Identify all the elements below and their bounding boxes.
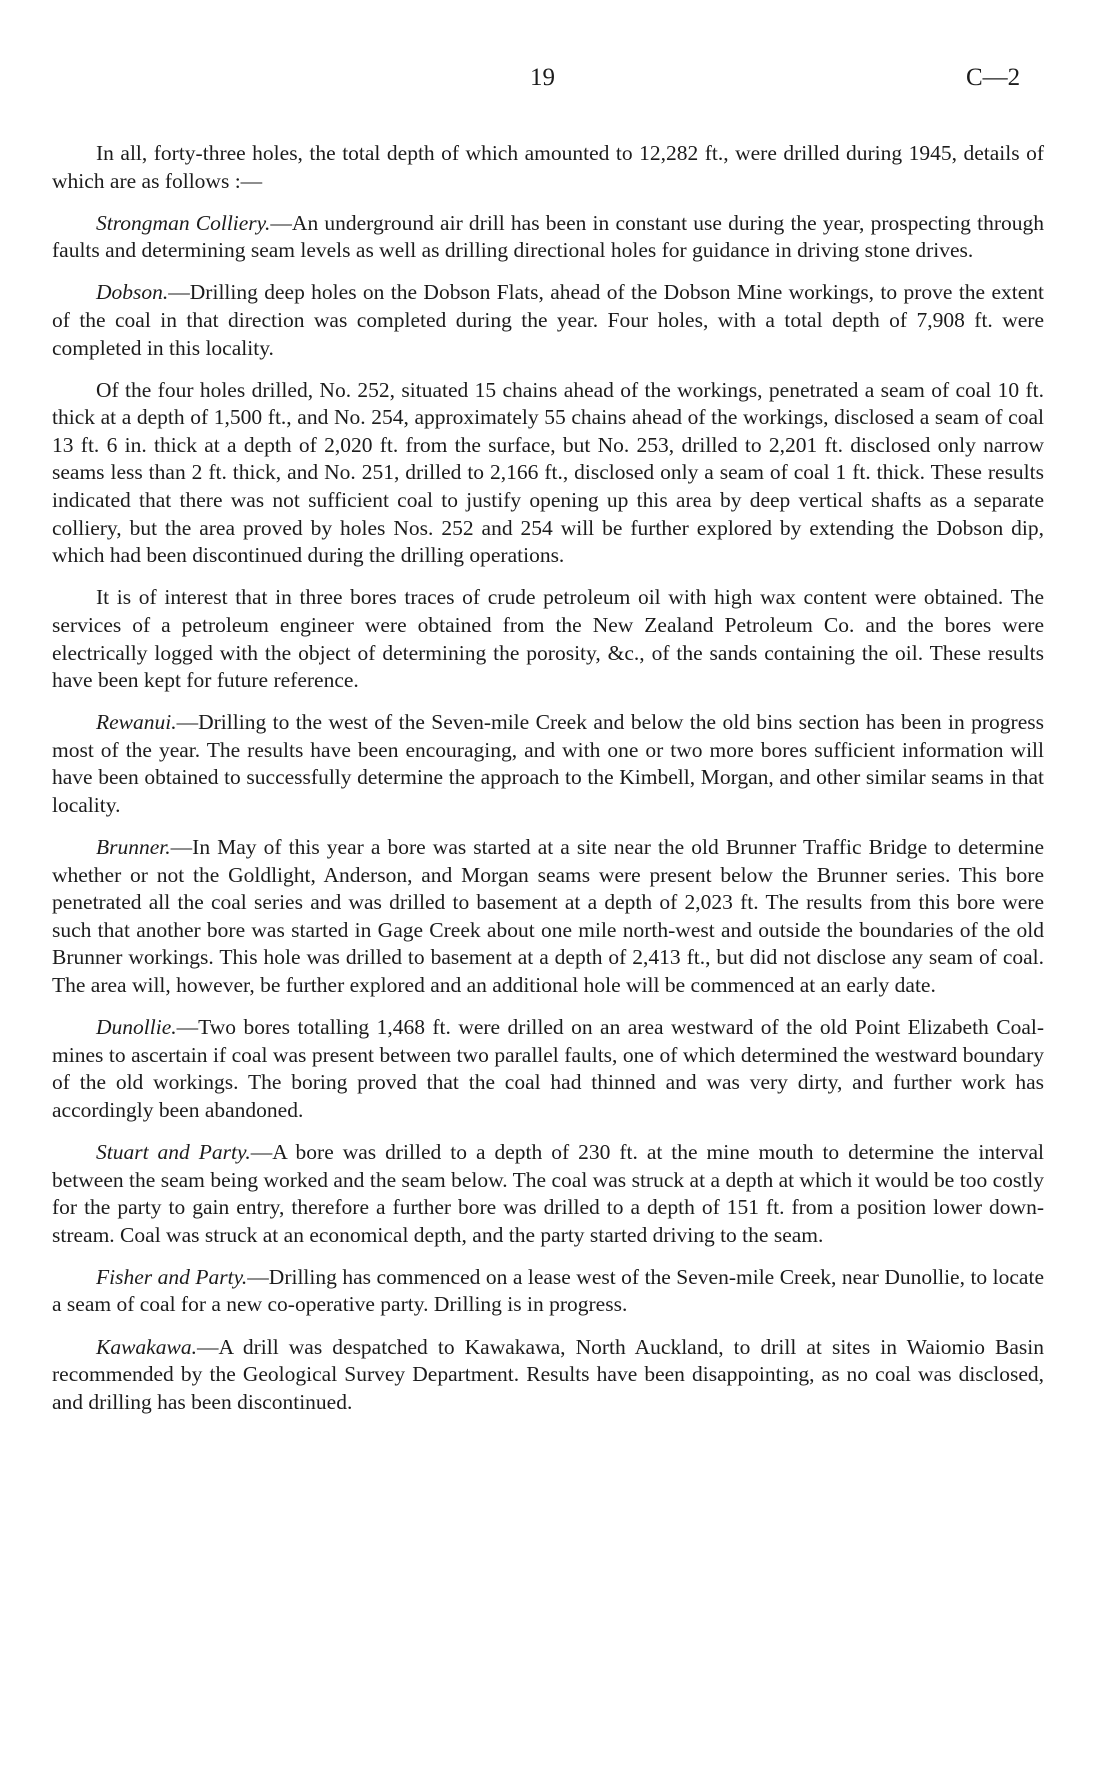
section-heading-dunollie: Dunollie. (96, 1015, 177, 1040)
paragraph-stuart-and-party (52, 1139, 1044, 1249)
paragraph-brunner (52, 834, 1044, 1000)
paragraph-text: Of the four holes drilled, No. 252, situated 15 chains ahead of the workings, penetrated a seam of coal 10 ft. thick at a depth of 1,500 ft., and No. 254, approximately 55 chains ahead of the workings, disclosed a seam of coal 13 ft. 6 in. thick at a depth of 2,020 ft. from the surface, but No. 253, drilled to 2,201 ft. disclosed only narrow seams less than 2 ft. thick, and No. 251, drilled to 2,166 ft., disclosed only a seam of coal 1 ft. thick. These results indicated that there was not sufficient coal to justify opening up this area by deep vertical shafts as a separate colliery, but the area proved by holes Nos. 252 and 254 will be further explored by extending the Dobson dip, which had been discontinued during the drilling operations. (52, 377, 1044, 568)
paragraph-strongman-colliery (52, 210, 1044, 265)
paragraph-text: It is of interest that in three bores traces of crude petroleum oil with high wax content were obtained. The services of a petroleum engineer were obtained from the New Zealand Petroleum Co. and the bores were electrically logged with the object of determining the porosity, &c., of the sands containing the oil. These results have been kept for future reference. (52, 585, 1044, 693)
paragraph-text: —A bore was drilled to a depth of 230 ft. at the mine mouth to determine the interval between the seam being worked and the seam below. The coal was struck at a depth at which it would be too costly for the party to gain entry, therefore a further bore was drilled to a depth of 151 ft. from a position lower down-stream. Coal was struck at an economical depth, and the party started driving to the seam. (52, 1140, 1044, 1247)
paragraph-text: —An underground air drill has been in constant use during the year, prospecting through faults and determining seam levels as well as drilling directional holes for guidance in driving stone drives. (52, 210, 1044, 263)
paragraph-text: —Drilling has commenced on a lease west of the Seven-mile Creek, near Dunollie, to locate a seam of coal for a new co-operative party. Drilling is in progress. (52, 1264, 1044, 1317)
paragraph-text: —In May of this year a bore was started at a site near the old Brunner Traffic Bridge to determine whether or not the Goldlight, Anderson, and Morgan seams were present below the Brunner series. This bore penetrated all the coal series and was drilled to basement at a depth of 2,023 ft. The results from this bore were such that another bore was started in Gage Creek about one mile north-west and outside the boundaries of the old Brunner workings. This hole was drilled to basement at a depth of 2,413 ft., but did not disclose any seam of coal. The area will, however, be further explored and an additional hole will be commenced at an early date. (52, 835, 1044, 998)
paragraph-text: In all, forty-three holes, the total depth of which amounted to 12,282 ft., were drilled during 1945, details of which are as follows :— (52, 141, 1044, 193)
paragraph-text: —Two bores totalling 1,468 ft. were drilled on an area westward of the old Point Elizabeth Coal-mines to ascertain if coal was present between two parallel faults, one of which determined the westward boundary of the old workings. The boring proved that the coal had thinned and was very dirty, and further work has accordingly been abandoned. (52, 1015, 1044, 1122)
page-number: 19 (530, 64, 555, 91)
paragraph-text: —Drilling to the west of the Seven-mile Creek and below the old bins section has been in progress most of the year. The results have been encouraging, and with one or two more bores sufficient information will have been obtained to successfully determine the approach to the Kimbell, Morgan, and other similar seams in that locality. (52, 710, 1044, 817)
page-header (0, 64, 1114, 98)
paragraph-rewanui (52, 709, 1044, 819)
report-body (52, 140, 1044, 1431)
document-code: C—2 (966, 64, 1021, 91)
section-heading-fisher-and-party: Fisher and Party. (96, 1264, 248, 1289)
paragraph-text: —Drilling deep holes on the Dobson Flats, ahead of the Dobson Mine workings, to prove the extent of the coal in that direction was completed during the year. Four holes, with a total depth of 7,908 ft. were completed in this locality. (52, 280, 1044, 360)
paragraph-dobson (52, 279, 1044, 362)
paragraph-fisher-and-party (52, 1264, 1044, 1319)
section-heading-stuart-and-party: Stuart and Party. (96, 1140, 251, 1164)
section-heading-rewanui: Rewanui. (96, 710, 177, 735)
paragraph-kawakawa (52, 1334, 1044, 1417)
section-heading-kawakawa: Kawakawa. (96, 1334, 197, 1359)
paragraph-dobson-holes (52, 377, 1044, 570)
paragraph-text: —A drill was despatched to Kawakawa, North Auckland, to drill at sites in Waiomio Basin recommended by the Geological Survey Department. Results have been disappointing, as no coal was disclosed, and drilling has been discontinued. (52, 1334, 1044, 1414)
paragraph-intro (52, 140, 1044, 195)
paragraph-dunollie (52, 1014, 1044, 1124)
section-heading-strongman-colliery: Strongman Colliery. (96, 210, 271, 235)
section-heading-brunner: Brunner. (96, 835, 171, 860)
paragraph-petroleum (52, 584, 1044, 694)
section-heading-dobson: Dobson. (96, 280, 169, 305)
